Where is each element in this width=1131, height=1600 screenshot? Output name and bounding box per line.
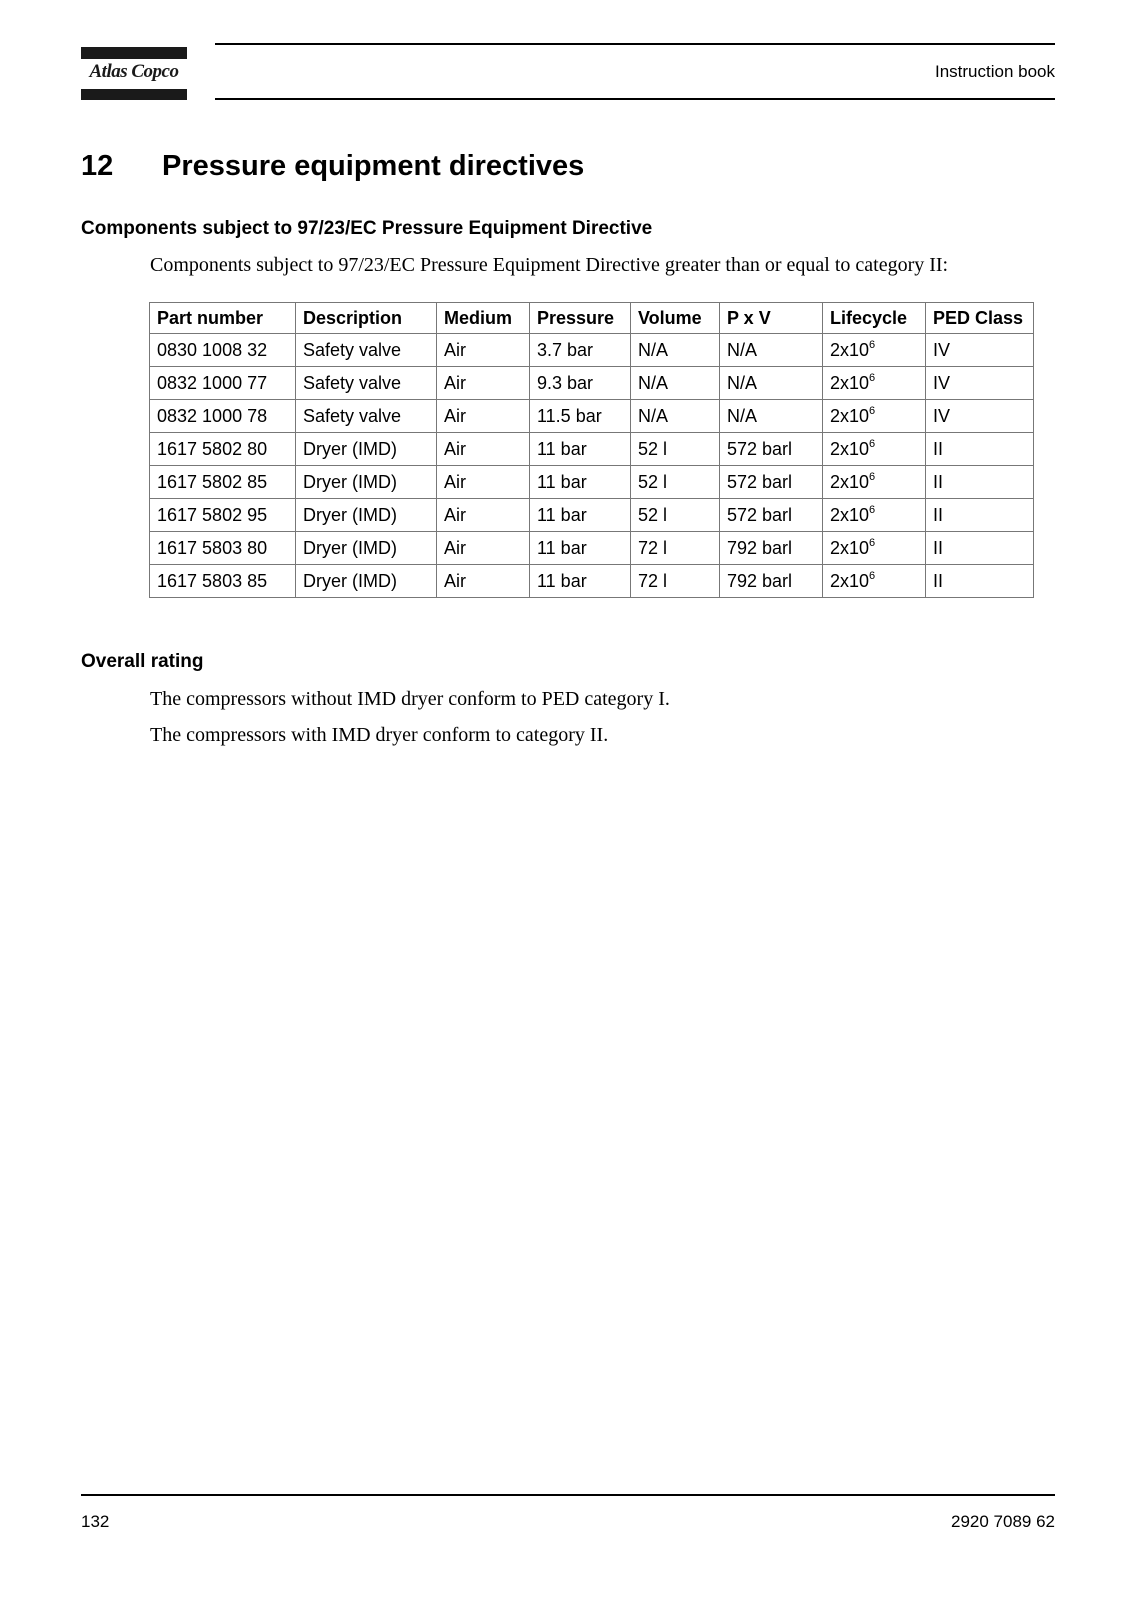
header-volume: Volume — [631, 303, 720, 334]
ped-components-table — [149, 302, 1034, 598]
lifecycle-exponent: 6 — [869, 569, 876, 582]
cell-medium: Air — [437, 499, 530, 532]
lifecycle-base: 2x10 — [830, 504, 870, 525]
cell-volume: N/A — [631, 400, 720, 433]
cell-ped-class: IV — [926, 367, 1034, 400]
lifecycle-exponent: 6 — [869, 437, 876, 450]
cell-pxv: N/A — [720, 334, 823, 367]
cell-medium: Air — [437, 433, 530, 466]
lifecycle-base: 2x10 — [830, 438, 870, 459]
logo-top-bar — [81, 47, 187, 59]
cell-description: Dryer (IMD) — [296, 565, 437, 598]
cell-pressure: 11 bar — [530, 499, 631, 532]
cell-ped-class: IV — [926, 400, 1034, 433]
cell-pressure: 11 bar — [530, 565, 631, 598]
cell-part-number: 1617 5802 85 — [150, 466, 296, 499]
cell-lifecycle — [823, 334, 926, 367]
cell-ped-class: II — [926, 433, 1034, 466]
table-header-row — [150, 303, 1034, 334]
cell-medium: Air — [437, 532, 530, 565]
cell-part-number: 0832 1000 77 — [150, 367, 296, 400]
cell-lifecycle — [823, 433, 926, 466]
cell-volume: 52 l — [631, 433, 720, 466]
header-ped-class: PED Class — [926, 303, 1034, 334]
cell-part-number: 1617 5802 95 — [150, 499, 296, 532]
cell-part-number: 1617 5803 80 — [150, 532, 296, 565]
header-document-type: Instruction book — [934, 62, 1055, 81]
header-rule-bottom — [215, 98, 1055, 100]
cell-pxv: 572 barl — [720, 466, 823, 499]
cell-lifecycle — [823, 466, 926, 499]
header-pxv: P x V — [720, 303, 823, 334]
table-row — [150, 565, 1034, 598]
lifecycle-base: 2x10 — [830, 537, 870, 558]
lifecycle-exponent: 6 — [869, 338, 876, 351]
cell-pxv: 792 barl — [720, 532, 823, 565]
cell-lifecycle — [823, 499, 926, 532]
cell-lifecycle — [823, 532, 926, 565]
cell-volume: 52 l — [631, 466, 720, 499]
cell-pressure: 11.5 bar — [530, 400, 631, 433]
cell-volume: 52 l — [631, 499, 720, 532]
cell-pxv: N/A — [720, 400, 823, 433]
footer-document-number: 2920 7089 62 — [951, 1512, 1055, 1531]
cell-pressure: 9.3 bar — [530, 367, 631, 400]
header-lifecycle: Lifecycle — [823, 303, 926, 334]
cell-pressure: 11 bar — [530, 466, 631, 499]
header-medium: Medium — [437, 303, 530, 334]
lifecycle-exponent: 6 — [869, 371, 876, 384]
lifecycle-exponent: 6 — [869, 503, 876, 516]
cell-description: Dryer (IMD) — [296, 499, 437, 532]
cell-description: Safety valve — [296, 334, 437, 367]
table-row — [150, 532, 1034, 565]
components-section-heading: Components subject to 97/23/EC Pressure Equipment Directive — [81, 218, 653, 239]
header-rule-top — [215, 43, 1055, 45]
cell-lifecycle — [823, 400, 926, 433]
cell-description: Dryer (IMD) — [296, 466, 437, 499]
overall-rating-line-2: The compressors with IMD dryer conform to category II. — [150, 724, 609, 746]
cell-pressure: 11 bar — [530, 532, 631, 565]
footer-rule — [81, 1494, 1055, 1496]
cell-ped-class: II — [926, 532, 1034, 565]
table-row — [150, 499, 1034, 532]
cell-medium: Air — [437, 466, 530, 499]
cell-volume: 72 l — [631, 532, 720, 565]
cell-part-number: 1617 5802 80 — [150, 433, 296, 466]
chapter-number: 12 — [81, 150, 114, 182]
cell-volume: N/A — [631, 367, 720, 400]
cell-description: Safety valve — [296, 400, 437, 433]
lifecycle-exponent: 6 — [869, 536, 876, 549]
cell-ped-class: IV — [926, 334, 1034, 367]
cell-volume: N/A — [631, 334, 720, 367]
cell-medium: Air — [437, 565, 530, 598]
logo-bottom-bar — [81, 89, 187, 100]
header-description: Description — [296, 303, 437, 334]
cell-pxv: 572 barl — [720, 499, 823, 532]
cell-part-number: 0830 1008 32 — [150, 334, 296, 367]
chapter-title-text: Pressure equipment directives — [162, 150, 585, 182]
cell-pxv: 792 barl — [720, 565, 823, 598]
chapter-title — [81, 150, 584, 183]
cell-description: Dryer (IMD) — [296, 433, 437, 466]
lifecycle-exponent: 6 — [869, 470, 876, 483]
table-row — [150, 400, 1034, 433]
cell-pxv: N/A — [720, 367, 823, 400]
overall-rating-heading: Overall rating — [81, 651, 204, 672]
lifecycle-base: 2x10 — [830, 405, 870, 426]
cell-lifecycle — [823, 367, 926, 400]
table-row — [150, 334, 1034, 367]
cell-medium: Air — [437, 334, 530, 367]
footer-page-number: 132 — [81, 1512, 110, 1531]
cell-ped-class: II — [926, 466, 1034, 499]
cell-part-number: 1617 5803 85 — [150, 565, 296, 598]
lifecycle-base: 2x10 — [830, 570, 870, 591]
table-row — [150, 367, 1034, 400]
header-part-number: Part number — [150, 303, 296, 334]
cell-description: Dryer (IMD) — [296, 532, 437, 565]
logo-wordmark: Atlas Copco — [89, 61, 179, 82]
header-pressure: Pressure — [530, 303, 631, 334]
cell-ped-class: II — [926, 565, 1034, 598]
atlas-copco-logo — [81, 47, 187, 100]
table-row — [150, 466, 1034, 499]
cell-lifecycle — [823, 565, 926, 598]
lifecycle-base: 2x10 — [830, 372, 870, 393]
cell-description: Safety valve — [296, 367, 437, 400]
cell-medium: Air — [437, 400, 530, 433]
cell-medium: Air — [437, 367, 530, 400]
cell-pressure: 11 bar — [530, 433, 631, 466]
cell-pressure: 3.7 bar — [530, 334, 631, 367]
cell-volume: 72 l — [631, 565, 720, 598]
lifecycle-base: 2x10 — [830, 339, 870, 360]
table-row — [150, 433, 1034, 466]
lifecycle-exponent: 6 — [869, 404, 876, 417]
lifecycle-base: 2x10 — [830, 471, 870, 492]
cell-part-number: 0832 1000 78 — [150, 400, 296, 433]
components-intro-text: Components subject to 97/23/EC Pressure Equipment Directive greater than or equal to category II: — [150, 254, 949, 276]
cell-pxv: 572 barl — [720, 433, 823, 466]
overall-rating-line-1: The compressors without IMD dryer conform to PED category I. — [150, 688, 670, 710]
cell-ped-class: II — [926, 499, 1034, 532]
